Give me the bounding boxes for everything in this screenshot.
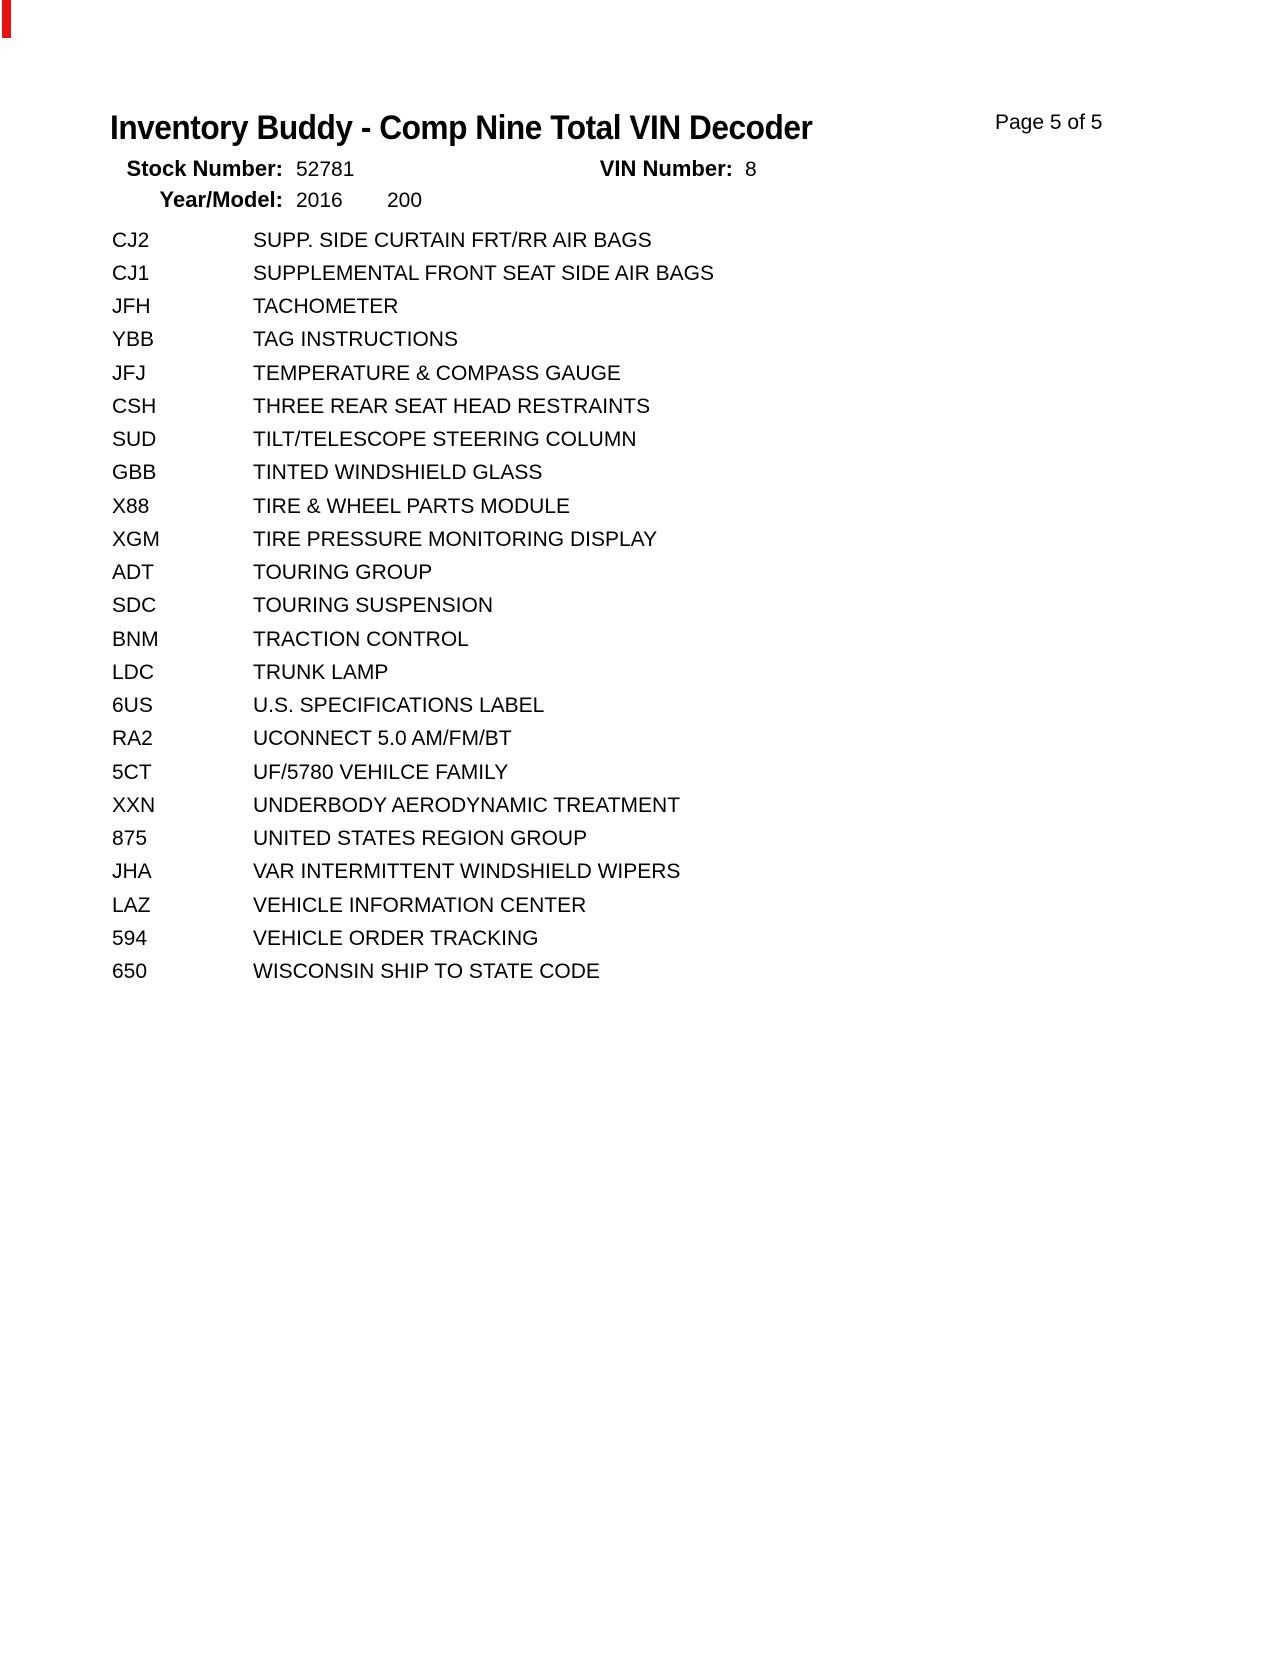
- stock-number-value: 52781: [296, 158, 355, 181]
- stock-number-label: Stock Number:: [126, 156, 283, 181]
- option-code: XXN: [112, 793, 156, 817]
- option-description: TRACTION CONTROL: [253, 627, 469, 651]
- option-row: [112, 224, 714, 257]
- option-row: [112, 257, 714, 290]
- option-description: WISCONSIN SHIP TO STATE CODE: [253, 960, 600, 984]
- option-code: RA2: [112, 727, 153, 751]
- option-description: SUPPLEMENTAL FRONT SEAT SIDE AIR BAGS: [253, 261, 714, 285]
- option-code: CJ1: [112, 261, 150, 285]
- option-code: LDC: [112, 660, 155, 684]
- option-code: 875: [112, 827, 148, 851]
- option-description: TEMPERATURE & COMPASS GAUGE: [253, 361, 621, 385]
- option-row: [112, 357, 714, 390]
- vin-number-value: 8: [745, 158, 757, 181]
- option-row: [112, 723, 714, 756]
- option-description: TINTED WINDSHIELD GLASS: [253, 461, 543, 485]
- year-value: 2016: [296, 189, 343, 212]
- option-code: 5CT: [112, 760, 152, 784]
- option-row: [112, 557, 714, 590]
- option-description: UNDERBODY AERODYNAMIC TREATMENT: [253, 793, 681, 817]
- option-row: [112, 623, 714, 656]
- year-model-label: Year/Model:: [159, 187, 283, 212]
- option-row: [112, 523, 714, 556]
- option-description: UCONNECT 5.0 AM/FM/BT: [253, 727, 512, 751]
- option-code: YBB: [112, 328, 155, 352]
- option-row: [112, 856, 714, 889]
- option-description: TAG INSTRUCTIONS: [253, 328, 458, 352]
- option-row: [112, 823, 714, 856]
- option-row: [112, 590, 714, 623]
- option-description: VEHICLE INFORMATION CENTER: [253, 893, 587, 917]
- option-description: THREE REAR SEAT HEAD RESTRAINTS: [253, 394, 651, 418]
- option-row: [112, 690, 714, 723]
- option-description: TIRE & WHEEL PARTS MODULE: [253, 494, 570, 518]
- option-description: TIRE PRESSURE MONITORING DISPLAY: [253, 527, 658, 551]
- option-code: BNM: [112, 627, 159, 651]
- vin-number-label: VIN Number:: [599, 156, 733, 181]
- option-code: CSH: [112, 394, 157, 418]
- option-description: UF/5780 VEHILCE FAMILY: [253, 760, 509, 784]
- option-code: JHA: [112, 860, 152, 884]
- option-code: JFJ: [112, 361, 146, 385]
- option-description: TOURING GROUP: [253, 561, 433, 585]
- option-description: TRUNK LAMP: [253, 660, 389, 684]
- option-code: SUD: [112, 428, 157, 452]
- option-row: [112, 490, 714, 523]
- option-description: U.S. SPECIFICATIONS LABEL: [253, 694, 545, 718]
- option-description: UNITED STATES REGION GROUP: [253, 827, 588, 851]
- option-description: TACHOMETER: [253, 295, 399, 319]
- option-row: [112, 956, 714, 989]
- option-code: LAZ: [112, 893, 151, 917]
- option-code: GBB: [112, 461, 157, 485]
- option-description: TOURING SUSPENSION: [253, 594, 493, 618]
- option-row: [112, 922, 714, 955]
- option-description: VAR INTERMITTENT WINDSHIELD WIPERS: [253, 860, 681, 884]
- option-row: [112, 756, 714, 789]
- option-code: 594: [112, 926, 148, 950]
- option-code: SDC: [112, 594, 157, 618]
- option-description: VEHICLE ORDER TRACKING: [253, 926, 539, 950]
- option-code: JFH: [112, 295, 151, 319]
- page-number: Page 5 of 5: [995, 111, 1103, 134]
- option-code: 650: [112, 960, 148, 984]
- option-code: CJ2: [112, 228, 150, 252]
- option-code: ADT: [112, 561, 154, 585]
- option-description: TILT/TELESCOPE STEERING COLUMN: [253, 428, 637, 452]
- option-row: [112, 324, 714, 357]
- option-row: [112, 291, 714, 324]
- option-row: [112, 457, 714, 490]
- option-row: [112, 656, 714, 689]
- model-value: 200: [387, 189, 423, 212]
- option-code: 6US: [112, 694, 153, 718]
- option-code: X88: [112, 494, 150, 518]
- option-code-list: [112, 224, 714, 989]
- option-row: [112, 390, 714, 423]
- page-title: Inventory Buddy - Comp Nine Total VIN Decoder: [110, 109, 813, 147]
- option-row: [112, 424, 714, 457]
- option-row: [112, 889, 714, 922]
- option-description: SUPP. SIDE CURTAIN FRT/RR AIR BAGS: [253, 228, 652, 252]
- option-row: [112, 789, 714, 822]
- option-code: XGM: [112, 527, 160, 551]
- red-scan-mark: [2, 0, 11, 38]
